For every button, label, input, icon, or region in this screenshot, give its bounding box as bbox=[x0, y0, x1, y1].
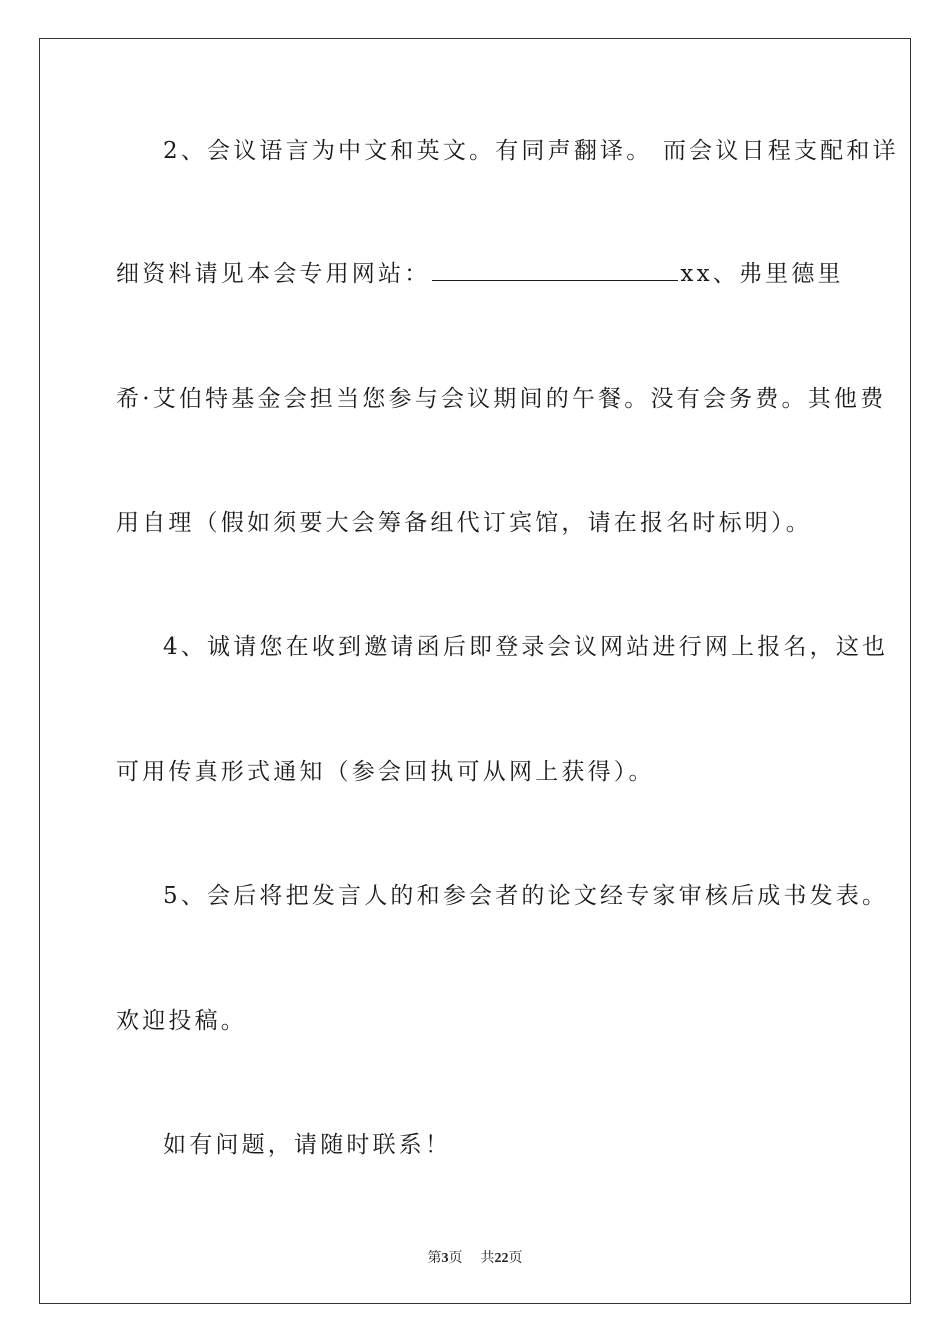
page-footer bbox=[0, 1247, 950, 1267]
page-border bbox=[39, 38, 911, 1304]
closing-line: 如有问题，请随时联系！ bbox=[163, 1132, 452, 1158]
paragraph-2-line-1: 2、会议语言为中文和英文。有同声翻译。 而会议日程支配和详 bbox=[163, 138, 899, 164]
paragraph-2-line-2 bbox=[116, 259, 844, 289]
paragraph-4-line-1: 4、诚请您在收到邀请函后即登录会议网站进行网上报名，这也 bbox=[163, 634, 889, 660]
website-blank-underline bbox=[432, 260, 678, 281]
paragraph-4-line-2: 可用传真形式通知（参会回执可从网上获得）。 bbox=[116, 759, 655, 785]
footer-page-prefix: 第 bbox=[427, 1250, 442, 1266]
footer-page-current: 3 bbox=[441, 1251, 449, 1266]
paragraph-2-line-3: 希·艾伯特基金会担当您参与会议期间的午餐。没有会务费。其他费 bbox=[116, 386, 887, 412]
paragraph-2-line-2-end: xx、弗里德里 bbox=[680, 261, 844, 287]
paragraph-2-line-4: 用自理（假如须要大会筹备组代订宾馆，请在报名时标明）。 bbox=[116, 510, 812, 536]
paragraph-5-line-1: 5、会后将把发言人的和参会者的论文经专家审核后成书发表。 bbox=[163, 883, 889, 909]
paragraph-2-line-2-start: 细资料请见本会专用网站： bbox=[116, 261, 431, 287]
paragraph-5-line-2: 欢迎投稿。 bbox=[116, 1008, 247, 1034]
footer-page-total: 22 bbox=[494, 1251, 509, 1266]
footer-total-prefix: 共 bbox=[480, 1250, 495, 1266]
footer-page-suffix: 页 bbox=[448, 1250, 463, 1266]
footer-total-suffix: 页 bbox=[508, 1250, 523, 1266]
